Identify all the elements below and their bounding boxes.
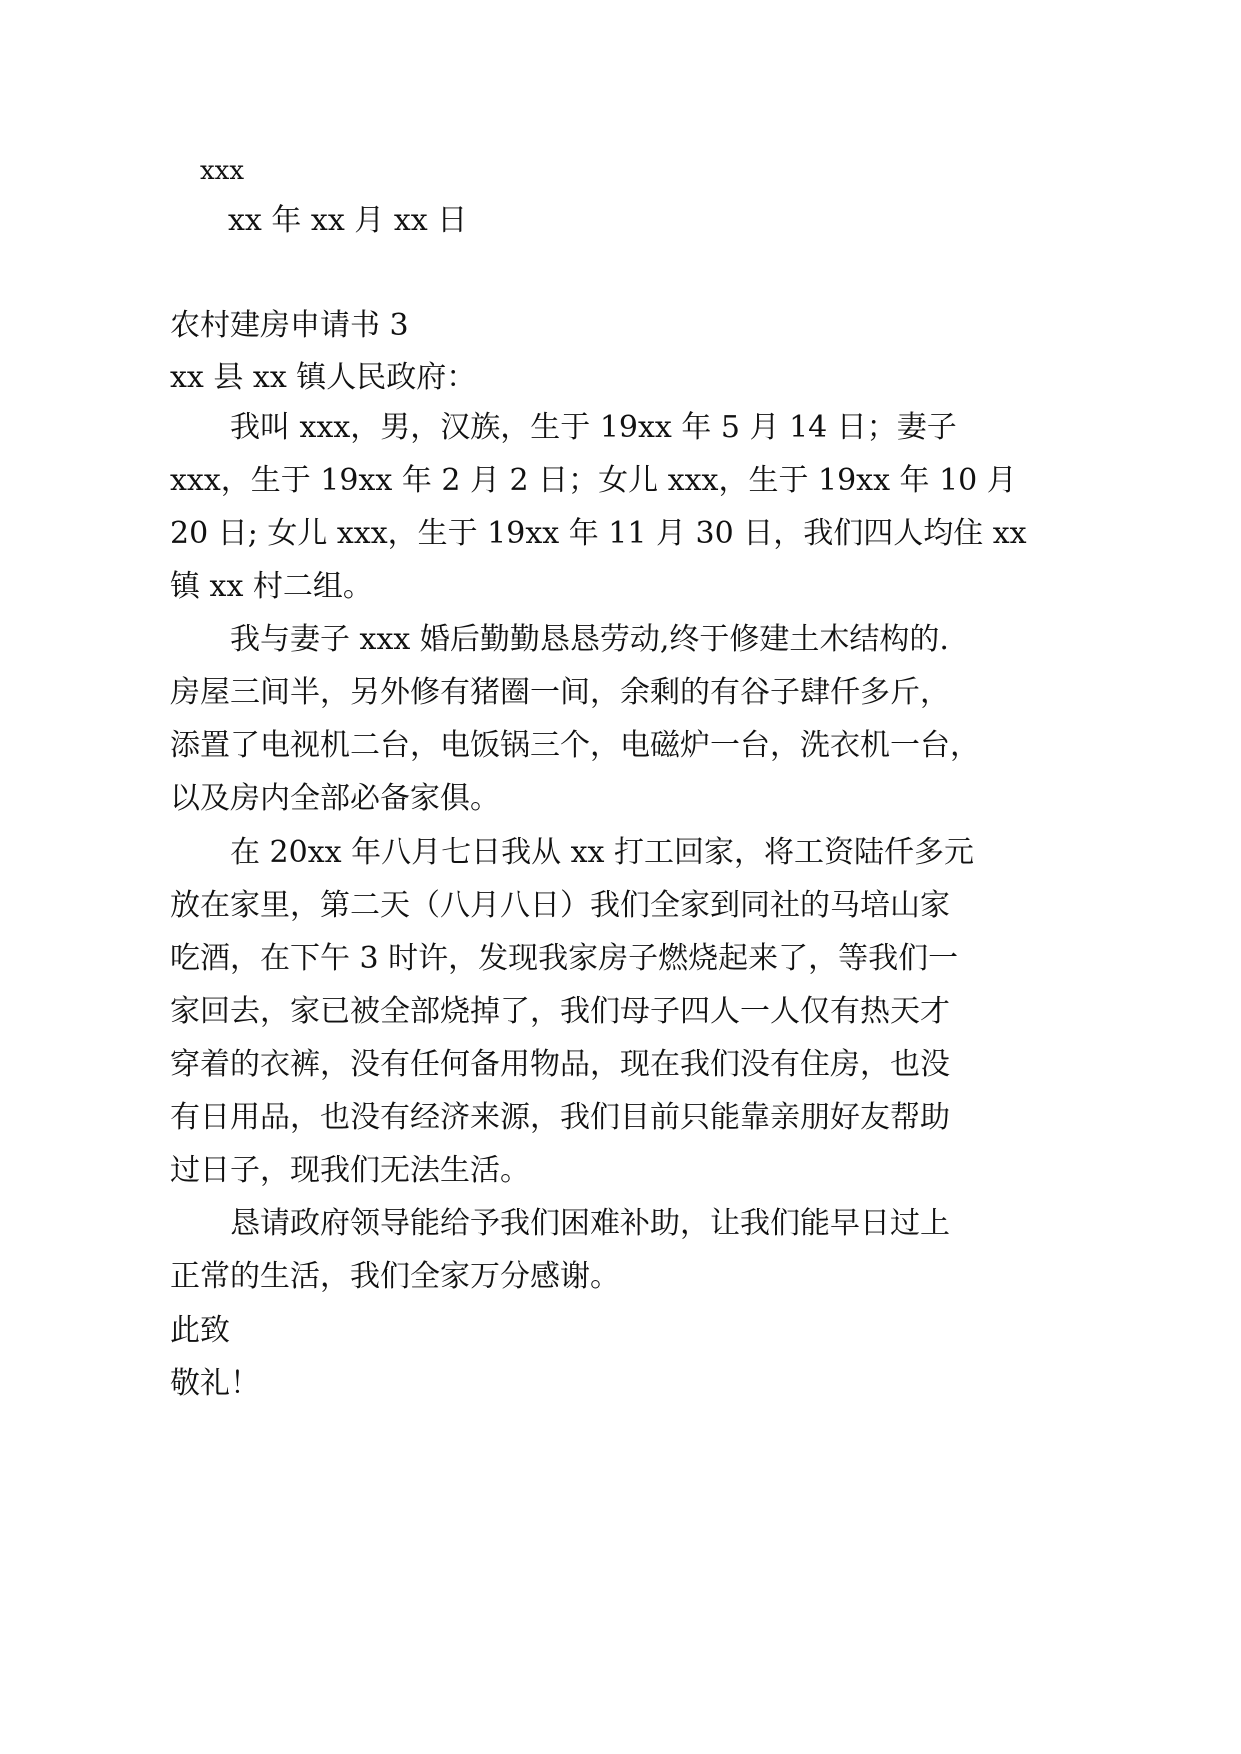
paragraph-2-line-2: 房屋三间半，另外修有猪圈一间，余剩的有谷子肆仟多斤， <box>170 675 950 710</box>
paragraph-1-line-2: xxx，生于 19xx 年 2 月 2 日；女儿 xxx，生于 19xx 年 10 月 <box>170 463 1017 498</box>
paragraph-2-line-3: 添置了电视机二台，电饭锅三个，电磁炉一台，洗衣机一台， <box>170 728 980 763</box>
paragraph-1-line-1: 我叫 xxx，男，汉族，生于 19xx 年 5 月 14 日；妻子 <box>230 410 957 445</box>
closing-jingli: 敬礼！ <box>170 1366 260 1401</box>
paragraph-4-line-1: 恳请政府领导能给予我们困难补助，让我们能早日过上 <box>230 1206 950 1241</box>
recipient-line: xx 县 xx 镇人民政府： <box>170 360 477 395</box>
paragraph-3-line-1: 在 20xx 年八月七日我从 xx 打工回家，将工资陆仟多元 <box>230 835 974 870</box>
paragraph-3-line-4: 家回去，家已被全部烧掉了，我们母子四人一人仅有热天才 <box>170 994 950 1029</box>
document-title: 农村建房申请书 3 <box>170 308 409 343</box>
signature-date: xx 年 xx 月 xx 日 <box>228 203 468 238</box>
closing-cizhi: 此致 <box>170 1313 230 1348</box>
paragraph-1-line-4: 镇 xx 村二组。 <box>170 569 373 604</box>
paragraph-3-line-2: 放在家里，第二天（八月八日）我们全家到同社的马培山家 <box>170 888 950 923</box>
paragraph-3-line-6: 有日用品，也没有经济来源，我们目前只能靠亲朋好友帮助 <box>170 1100 950 1135</box>
paragraph-3-line-5: 穿着的衣裤，没有任何备用物品，现在我们没有住房，也没 <box>170 1047 950 1082</box>
signature-name: xxx <box>200 156 244 186</box>
paragraph-2-line-4: 以及房内全部必备家俱。 <box>170 781 500 816</box>
paragraph-1-line-3: 20 日; 女儿 xxx，生于 19xx 年 11 月 30 日，我们四人均住 xx <box>170 516 1027 551</box>
paragraph-2-line-1: 我与妻子 xxx 婚后勤勤恳恳劳动,终于修建土木结构的. <box>230 622 949 657</box>
paragraph-3-line-3: 吃酒，在下午 3 时许，发现我家房子燃烧起来了，等我们一 <box>170 941 959 976</box>
paragraph-4-line-2: 正常的生活，我们全家万分感谢。 <box>170 1259 620 1294</box>
paragraph-3-line-7: 过日子，现我们无法生活。 <box>170 1153 530 1188</box>
